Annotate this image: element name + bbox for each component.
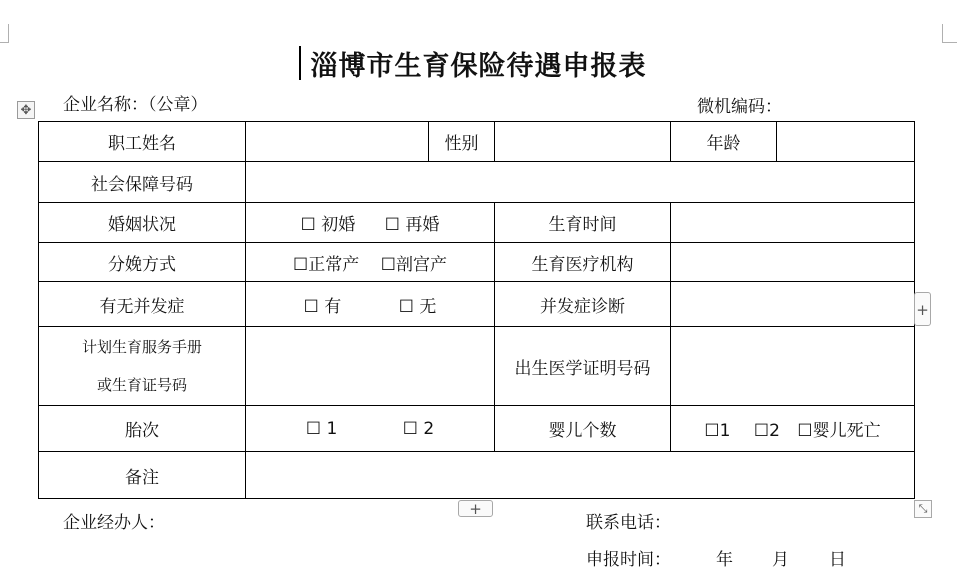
checkbox-parity-2[interactable]: ☐ 2 — [402, 418, 435, 439]
table-row — [39, 327, 915, 406]
table-row — [39, 162, 915, 203]
parity-options — [246, 406, 495, 452]
checkbox-infant-death[interactable]: ☐婴儿死亡 — [797, 421, 881, 441]
medical-institution-field[interactable] — [671, 243, 915, 282]
family-planning-field[interactable] — [246, 327, 495, 406]
infant-count-options — [671, 406, 915, 452]
checkbox-has-complication[interactable]: ☐ 有 — [303, 296, 342, 317]
complication-label: 有无并发症 — [39, 282, 246, 327]
company-name-label[interactable]: 企业名称：（公章） — [63, 95, 208, 115]
document-title[interactable]: 淄博市生育保险待遇申报表 — [310, 51, 647, 82]
employee-name-label: 职工姓名 — [39, 122, 246, 162]
checkbox-remarriage[interactable]: ☐ 再婚 — [384, 215, 440, 235]
page-corner-mark-right — [942, 24, 957, 43]
checkbox-first-marriage[interactable]: ☐ 初婚 — [300, 215, 356, 235]
table-move-icon[interactable]: ✥ — [17, 101, 35, 119]
date-month-label: 月 — [772, 550, 789, 570]
delivery-method-label: 分娩方式 — [39, 243, 246, 282]
family-planning-label-line1: 计划生育服务手册 — [81, 338, 202, 356]
remarks-field[interactable] — [246, 452, 915, 499]
employee-name-field[interactable] — [246, 122, 429, 162]
medical-institution-label: 生育医疗机构 — [495, 243, 671, 282]
table-row — [39, 122, 915, 162]
checkbox-no-complication[interactable]: ☐ 无 — [398, 296, 437, 317]
checkbox-parity-1[interactable]: ☐ 1 — [305, 418, 338, 439]
complication-diagnosis-label: 并发症诊断 — [495, 282, 671, 327]
checkbox-normal-delivery[interactable]: ☐正常产 — [293, 254, 360, 275]
marriage-options — [246, 203, 495, 243]
remarks-label: 备注 — [39, 452, 246, 499]
add-column-button[interactable]: + — [914, 292, 931, 326]
date-day-label: 日 — [829, 550, 846, 570]
infant-count-label: 婴儿个数 — [495, 406, 671, 452]
complication-diagnosis-field[interactable] — [671, 282, 915, 327]
date-year-label: 年 — [716, 550, 733, 570]
ssn-label: 社会保障号码 — [39, 162, 246, 203]
table-row — [39, 406, 915, 452]
family-planning-label — [39, 327, 246, 406]
marriage-label: 婚姻状况 — [39, 203, 246, 243]
application-date-label[interactable]: 申报时间： — [586, 550, 671, 570]
table-row — [39, 452, 915, 499]
table-row — [39, 282, 915, 327]
table-row — [39, 243, 915, 282]
contact-phone-label[interactable]: 联系电话： — [586, 513, 671, 533]
checkbox-infant-2[interactable]: ☐2 — [753, 421, 780, 441]
parity-label: 胎次 — [39, 406, 246, 452]
micro-code-label[interactable]: 微机编码： — [697, 97, 782, 117]
birth-time-field[interactable] — [671, 203, 915, 243]
birth-certificate-field[interactable] — [671, 327, 915, 406]
complication-options — [246, 282, 495, 327]
gender-field[interactable] — [495, 122, 671, 162]
age-label: 年龄 — [671, 122, 777, 162]
age-field[interactable] — [777, 122, 915, 162]
birth-certificate-label: 出生医学证明号码 — [495, 327, 671, 406]
table-resize-icon[interactable]: ⤡ — [914, 500, 932, 518]
delivery-options — [246, 243, 495, 282]
gender-label: 性别 — [429, 122, 495, 162]
ssn-field[interactable] — [246, 162, 915, 203]
company-agent-label[interactable]: 企业经办人： — [63, 513, 165, 533]
application-form-table — [38, 121, 915, 499]
checkbox-cesarean[interactable]: ☐剖宫产 — [380, 254, 447, 275]
page-corner-mark-left — [0, 24, 9, 43]
table-row — [39, 203, 915, 243]
birth-time-label: 生育时间 — [495, 203, 671, 243]
family-planning-label-line2: 或生育证号码 — [96, 376, 187, 394]
add-row-button[interactable]: + — [458, 500, 493, 517]
checkbox-infant-1[interactable]: ☐1 — [704, 421, 731, 441]
